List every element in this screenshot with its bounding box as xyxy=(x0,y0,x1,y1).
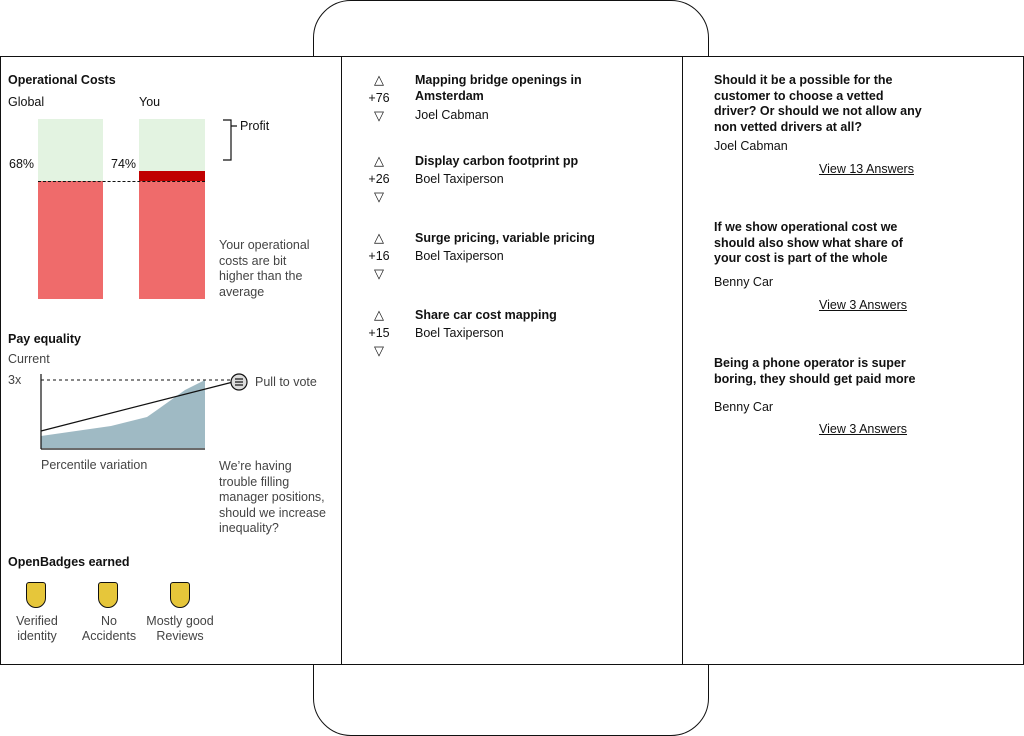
you-label: You xyxy=(139,95,161,109)
downvote-arrow-icon[interactable]: ▽ xyxy=(374,108,384,123)
question-text: Should it be a possible for the customer to choose a vetted driver? Or should we not allow any non vetted drivers at all? xyxy=(714,73,922,134)
proposal-author: Boel Taxiperson xyxy=(415,172,504,186)
proposal-title[interactable]: Mapping bridge openings in Amsterdam xyxy=(415,73,582,103)
pull-to-vote-handle-icon[interactable] xyxy=(231,374,247,390)
global-percent: 68% xyxy=(9,157,35,171)
pay-distribution-area xyxy=(41,380,205,448)
questions-panel xyxy=(682,56,1024,665)
you-profit-segment xyxy=(139,119,205,171)
current-label: Current xyxy=(8,352,50,366)
pay-equality-title: Pay equality xyxy=(8,332,81,346)
y-tick-3x: 3x xyxy=(8,373,22,387)
profit-label: Profit xyxy=(240,119,270,133)
pull-to-vote-label: Pull to vote xyxy=(255,375,317,389)
badge-icon xyxy=(26,582,46,608)
profit-bracket xyxy=(219,119,239,161)
view-answers-link[interactable]: View 3 Answers xyxy=(819,422,908,436)
badge-label-no-accidents: No Accidents xyxy=(81,614,137,643)
global-cost-bar xyxy=(38,119,103,299)
downvote-arrow-icon[interactable]: ▽ xyxy=(374,266,384,281)
stats-panel xyxy=(0,56,343,665)
percentile-variation-label: Percentile variation xyxy=(41,458,148,472)
downvote-arrow-icon[interactable]: ▽ xyxy=(374,343,384,358)
you-cost-bar xyxy=(139,119,205,299)
question-author: Benny Car xyxy=(714,400,774,414)
you-percent: 74% xyxy=(111,157,137,171)
proposal-author: Joel Cabman xyxy=(415,108,489,122)
vote-count: +26 xyxy=(368,172,390,186)
pay-equality-question: We’re having trouble filling manager positions, should we increase inequality? xyxy=(219,459,327,535)
view-answers-link[interactable]: View 3 Answers xyxy=(819,298,908,312)
proposal-title[interactable]: Display carbon footprint pp xyxy=(415,154,579,168)
vote-count: +76 xyxy=(368,91,390,105)
proposal-title[interactable]: Share car cost mapping xyxy=(415,308,557,322)
badge-icon xyxy=(98,582,118,608)
operational-costs-title: Operational Costs xyxy=(8,73,116,87)
you-cost-segment xyxy=(139,181,205,299)
badge-label-mostly-good-reviews: Mostly good Reviews xyxy=(146,614,214,643)
vote-count: +15 xyxy=(368,326,390,340)
openbadges-title: OpenBadges earned xyxy=(8,555,130,569)
you-cost-difference-segment xyxy=(139,171,205,181)
vote-count: +16 xyxy=(368,249,390,263)
upvote-arrow-icon[interactable]: △ xyxy=(374,72,384,87)
badge-icon xyxy=(170,582,190,608)
upvote-arrow-icon[interactable]: △ xyxy=(374,307,384,322)
global-label: Global xyxy=(8,95,45,109)
view-answers-link[interactable]: View 13 Answers xyxy=(819,162,914,176)
panels xyxy=(0,56,1024,666)
question-author: Benny Car xyxy=(714,275,774,289)
operational-cost-note: Your operational costs are bit higher than the average xyxy=(219,238,310,299)
question-text: If we show operational cost we should also show what share of your cost is part of the whole xyxy=(714,220,903,265)
global-profit-segment xyxy=(38,119,103,181)
global-average-line xyxy=(38,181,205,182)
proposal-author: Boel Taxiperson xyxy=(415,249,504,263)
global-cost-segment xyxy=(38,181,103,299)
proposal-author: Boel Taxiperson xyxy=(415,326,504,340)
proposals-panel xyxy=(341,56,684,665)
question-author: Joel Cabman xyxy=(714,139,788,153)
downvote-arrow-icon[interactable]: ▽ xyxy=(374,189,384,204)
upvote-arrow-icon[interactable]: △ xyxy=(374,230,384,245)
upvote-arrow-icon[interactable]: △ xyxy=(374,153,384,168)
badge-label-verified-identity: Verified identity xyxy=(16,614,58,643)
question-text: Being a phone operator is super boring, they should get paid more xyxy=(714,356,916,386)
pay-equality-chart xyxy=(37,372,252,452)
proposal-title[interactable]: Surge pricing, variable pricing xyxy=(415,231,595,245)
